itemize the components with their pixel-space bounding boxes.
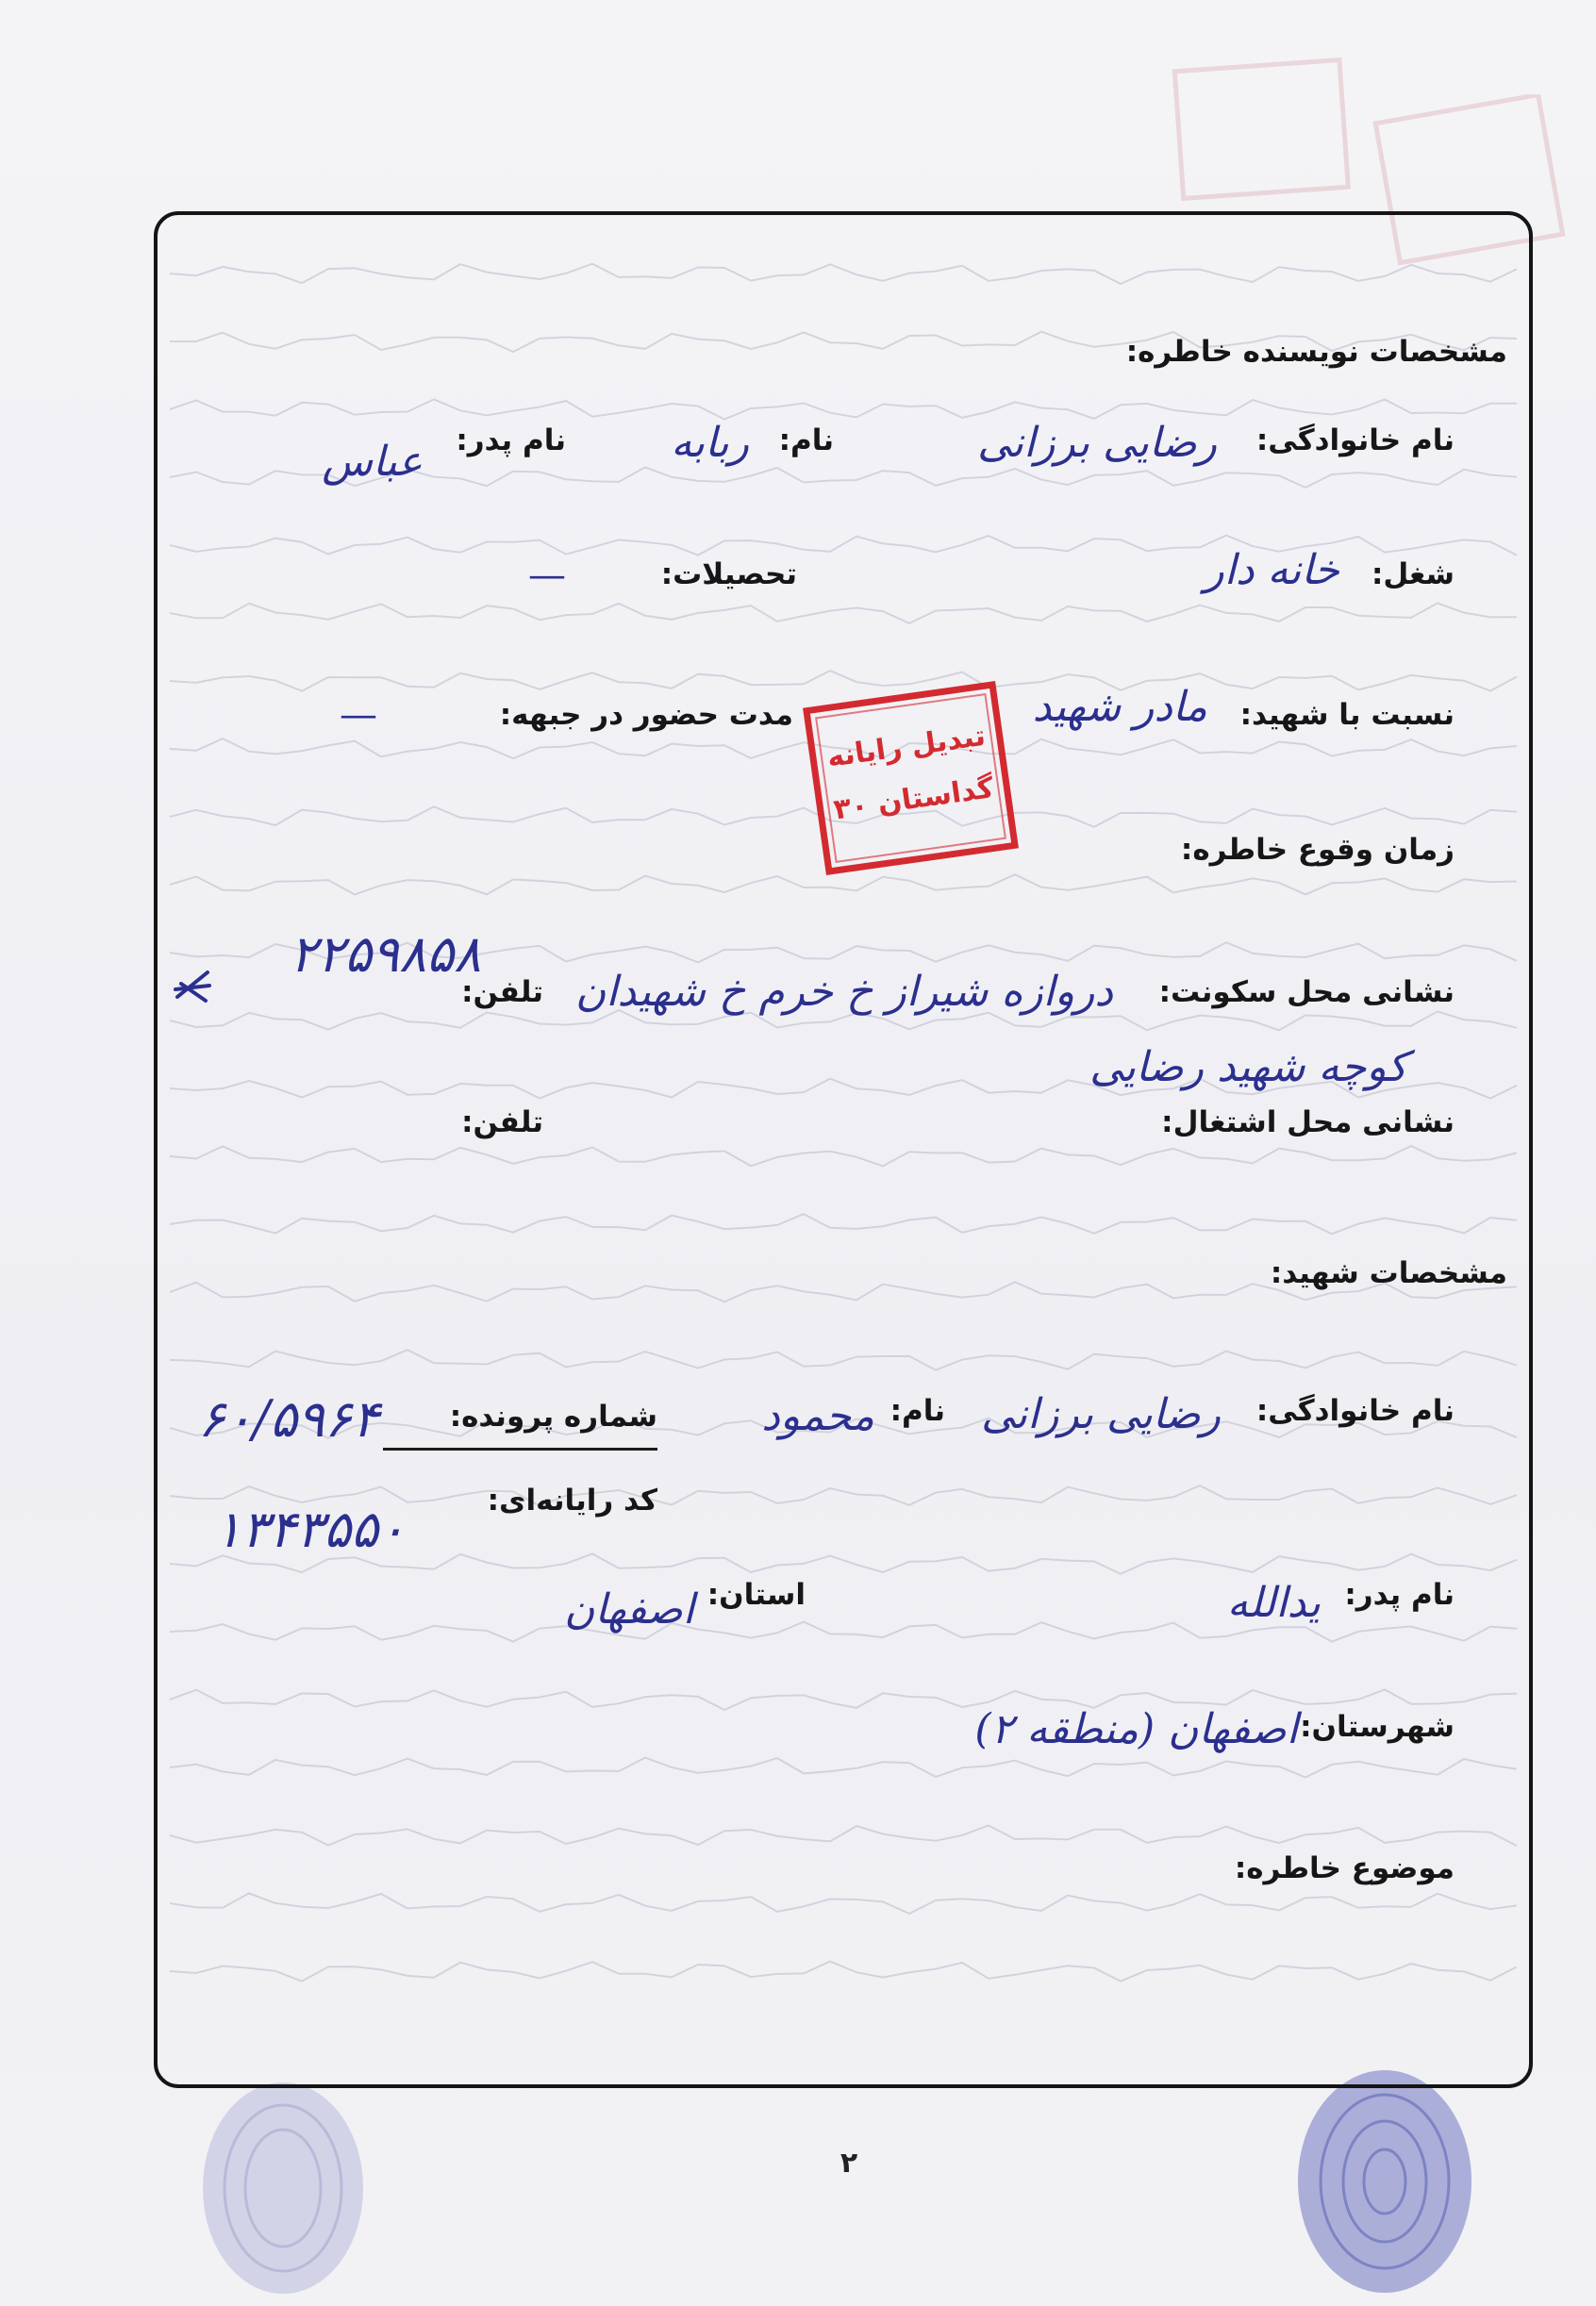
red-stamp-line2: گداستان ۳۰ — [831, 771, 996, 827]
form-border — [154, 211, 1533, 2088]
writer-residence-phone-value: ۲۲۵۹۸۵۸ — [289, 924, 481, 984]
red-stamp — [798, 676, 1023, 880]
martyr-first-name-label: نام: — [889, 1394, 945, 1428]
martyr-family-name-value: رضایی برزانی — [981, 1390, 1221, 1438]
writer-family-name-label: نام خانوادگی: — [1255, 423, 1455, 457]
writer-work-address-label: نشانی محل اشتغال: — [1161, 1105, 1455, 1139]
thumbprint-right — [1290, 2061, 1479, 2301]
martyr-computer-code-value: ۱۳۴۳۵۵۰ — [213, 1500, 406, 1559]
writer-residence-value-line1: دروازه شیراز خ خرم خ شهیدان — [574, 968, 1113, 1016]
writer-first-name-value: ربابه — [671, 419, 749, 467]
martyr-file-number-value: ۶۰/۵۹۶۴ — [197, 1389, 379, 1449]
thumbprint-left — [193, 2075, 373, 2301]
writer-work-phone-label: تلفن: — [461, 1105, 543, 1139]
writer-job-label: شغل: — [1371, 557, 1455, 591]
martyr-computer-code-label: کد رایانه‌ای: — [487, 1484, 657, 1518]
writer-first-name-label: نام: — [778, 423, 834, 457]
martyr-file-number-label: شماره پرونده: — [449, 1400, 657, 1434]
writer-father-name-label: نام پدر: — [456, 423, 566, 457]
red-stamp-line1: تبدیل رایانه — [824, 719, 988, 774]
writer-family-name-value: رضایی برزانی — [977, 419, 1217, 467]
writer-memory-time-label: زمان وقوع خاطره: — [1180, 833, 1455, 867]
martyr-family-name-label: نام خانوادگی: — [1255, 1394, 1455, 1428]
martyr-first-name-value: محمود — [761, 1392, 874, 1440]
martyr-father-name-value: یدالله — [1226, 1579, 1321, 1627]
writer-father-name-value: عباس — [322, 438, 423, 486]
page-number: ۲ — [840, 2147, 858, 2180]
martyr-section-heading: مشخصات شهید: — [1270, 1256, 1507, 1290]
martyr-memory-subject-label: موضوع خاطره: — [1234, 1851, 1455, 1885]
writer-front-duration-label: مدت حضور در جبهه: — [499, 698, 793, 732]
writer-residence-phone-label: تلفن: — [461, 975, 543, 1009]
writer-residence-label: نشانی محل سکونت: — [1158, 975, 1455, 1009]
writer-front-duration-value: — — [340, 693, 377, 737]
writer-relation-label: نسبت با شهید: — [1239, 698, 1455, 732]
faint-stamp-top — [1170, 57, 1358, 207]
martyr-province-value: اصفهان — [564, 1585, 694, 1634]
martyr-father-name-label: نام پدر: — [1344, 1578, 1455, 1612]
writer-education-value: — — [528, 554, 566, 597]
writer-education-label: تحصیلات: — [660, 557, 797, 591]
file-number-underline — [383, 1448, 657, 1451]
martyr-city-value: اصفهان (منطقه ۲) — [974, 1705, 1298, 1753]
martyr-province-label: استان: — [707, 1578, 806, 1612]
martyr-city-label: شهرستان: — [1300, 1710, 1455, 1744]
writer-section-heading: مشخصات نویسنده خاطره: — [1125, 335, 1507, 369]
writer-job-value: خانه دار — [1204, 546, 1339, 594]
writer-relation-value: مادر شهید — [1032, 683, 1207, 731]
writer-residence-value-line2: کوچه شهید رضایی — [1089, 1043, 1407, 1091]
phone-scribble-mark — [172, 965, 215, 1008]
